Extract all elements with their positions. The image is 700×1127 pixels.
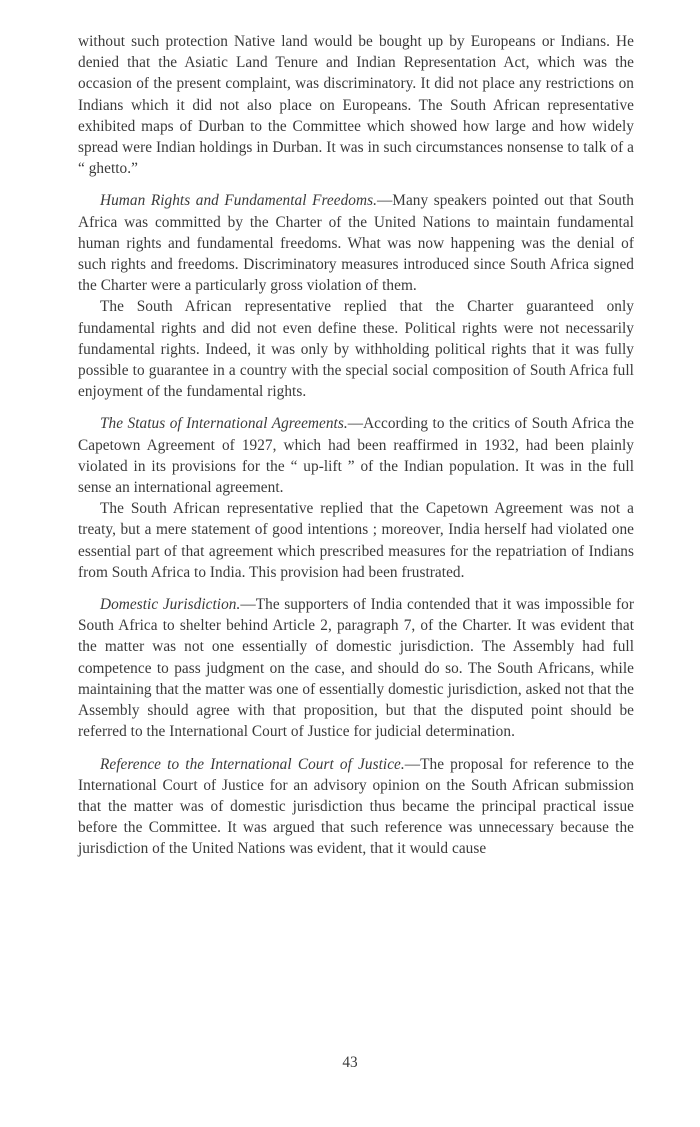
paragraph-human-rights	[78, 190, 634, 296]
paragraph-text: —The proposal for reference to the International Court of Justice for an advisory opinion on the South African submission that the matter was of domestic jurisdiction thus became the principal practical issue before the Committee. It was argued that such reference was unnecessary because the jurisdiction of the United Nations was evident, that it would cause	[78, 755, 634, 858]
paragraph-sa-reply-capetown	[78, 498, 634, 583]
paragraph-land-protection	[78, 31, 634, 179]
page-number: 43	[342, 1054, 358, 1071]
paragraph-text: The South African representative replied that the Capetown Agreement was not a treaty, but a mere statement of good intentions ; moreover, India herself had violated one essential part of that agreement which prescribed measures for the repatriation of Indians from South Africa to India. This provision had been frustrated.	[78, 500, 634, 581]
section-heading-international-agreements: The Status of International Agreements.	[100, 415, 348, 433]
paragraph-text: —The supporters of India contended that it was impossible for South Africa to shelter behind Article 2, paragraph 7, of the Charter. It was evident that the matter was not one essentially of domestic jurisdiction. The Assembly had full competence to pass judgment on the case, and should do so. The South Africans, while maintaining that the matter was one of essentially domestic jurisdiction, asked not that the Assembly should agree with that proposition, but that the disputed point should be referred to the International Court of Justice for judicial determination.	[78, 596, 635, 741]
paragraph-sa-reply-charter	[78, 296, 634, 402]
paragraph-text: —According to the critics of South Africa the Capetown Agreement of 1927, which had been reaffirmed in 1932, had been plainly violated in its provisions for the “ up-lift ” of the Indian population. It was in the full sense an international agreement.	[78, 415, 634, 497]
section-heading-domestic-jurisdiction: Domestic Jurisdiction.	[100, 596, 241, 614]
section-heading-court-reference: Reference to the International Court of Justice.	[100, 755, 405, 773]
document-page	[78, 31, 634, 860]
paragraph-court-reference	[78, 754, 634, 860]
paragraph-text: —Many speakers pointed out that South Africa was committed by the Charter of the United Nations to maintain fundamental human rights and fundamental freedoms. What was now happening was the denial of such rights and freedoms. Discriminatory measures introduced since South Africa signed the Charter were a particularly gross violation of them.	[78, 192, 634, 295]
paragraph-domestic-jurisdiction	[78, 594, 634, 742]
paragraph-text: without such protection Native land would be bought up by Europeans or Indians. He denied that the Asiatic Land Tenure and Indian Representation Act, which was the occasion of the present complaint, was discriminatory. It did not place any restrictions on Indians which it did not also place on Europeans. The South African representative exhibited maps of Durban to the Committee which showed how large and how widely spread were Indian holdings in Durban. It was in such circumstances nonsense to talk of a “ ghetto.”	[78, 33, 634, 178]
paragraph-international-agreements	[78, 413, 634, 498]
section-heading-human-rights: Human Rights and Fundamental Freedoms.	[100, 192, 377, 210]
paragraph-text: The South African representative replied that the Charter guaranteed only fundamental rights and did not even define these. Political rights were not necessarily fundamental rights. Indeed, it was only by withholding political rights that it was fully possible to guarantee in a country with the special social composition of South Africa full enjoyment of the fundamental rights.	[78, 298, 634, 401]
